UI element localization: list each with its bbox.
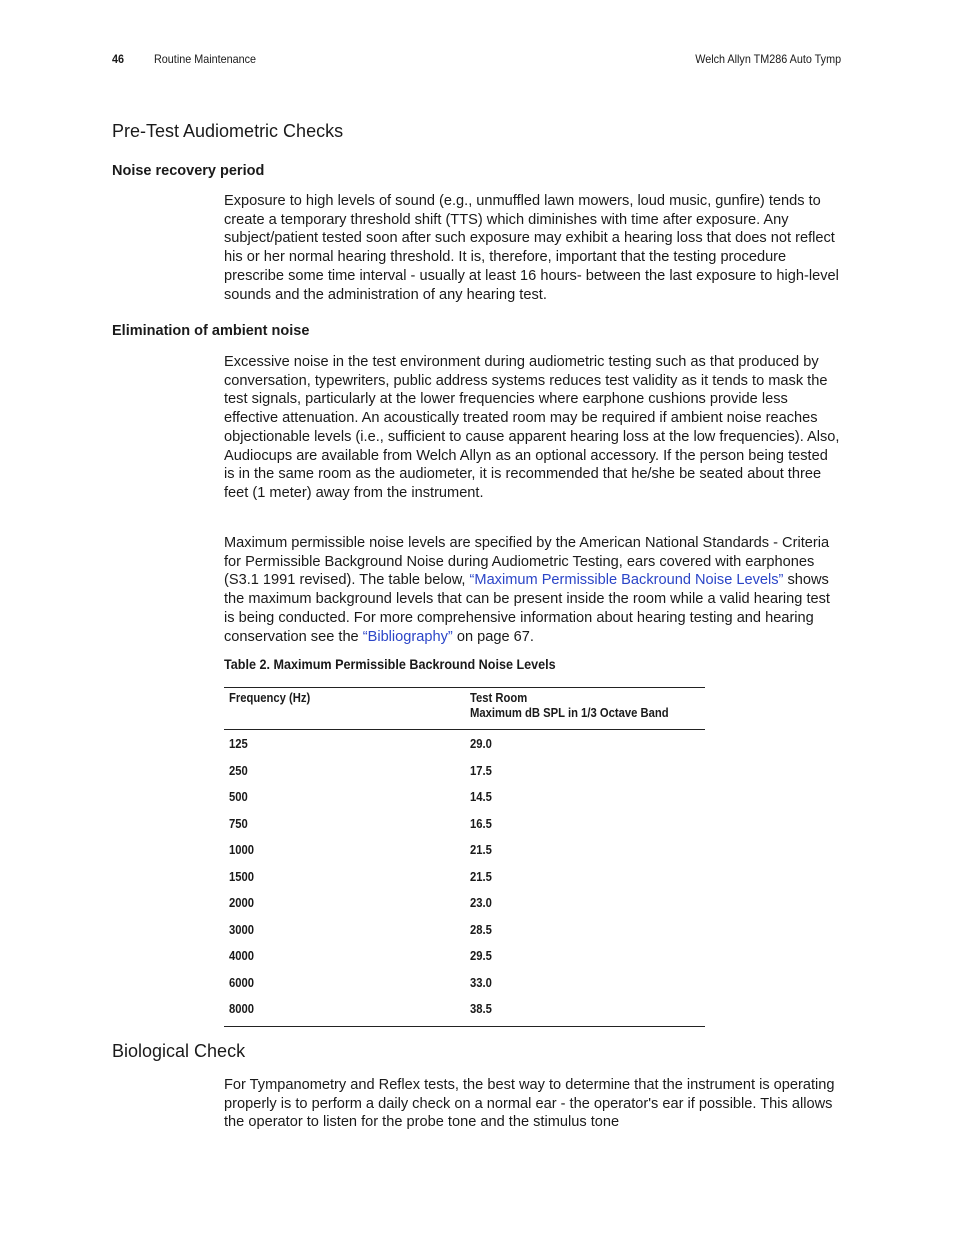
- cell-frequency: 2000: [229, 896, 255, 910]
- cell-max-db: 17.5: [470, 763, 492, 778]
- paragraph-permissible-levels: [224, 534, 842, 646]
- paragraph-ambient-noise: Excessive noise in the test environment during audiometric testing such as that produced by conversation, typewriters, public address systems reduces test validity as it tends to mask the test signals, particularly at the lower frequencies where earphone cushions provide less effective attenuation. An acoustically treated room may be required if ambient noise reaches objectionable levels (i.e., sufficient to cause apparent hearing loss at the low frequencies). Also, Audiocups are available from Welch Allyn as an optional accessory. If the person being tested is in the same room as the audiometer, it is recommended that he/she be seated about three feet (1 meter) away from the instrument.: [224, 354, 840, 501]
- table-row: [224, 760, 705, 787]
- cell-frequency: 8000: [229, 1002, 255, 1016]
- cell-max-db: 33.0: [470, 975, 492, 990]
- cell-frequency: 750: [229, 816, 248, 831]
- column-header-test-room-line1: Test Room: [470, 691, 528, 705]
- table-header: [224, 687, 705, 730]
- column-header-frequency: Frequency (Hz): [229, 691, 311, 705]
- noise-levels-table: [224, 687, 705, 1027]
- table-row: [224, 839, 705, 866]
- cell-max-db: 28.5: [470, 922, 492, 937]
- table-row: [224, 733, 705, 760]
- page-number: 46: [112, 52, 125, 66]
- cell-max-db: 16.5: [470, 816, 492, 831]
- section-title-pretest: Pre-Test Audiometric Checks: [112, 121, 344, 141]
- table-row: [224, 892, 705, 919]
- cell-max-db: 38.5: [470, 1002, 492, 1016]
- cell-frequency: 4000: [229, 949, 255, 963]
- cell-max-db: 23.0: [470, 896, 492, 910]
- cell-frequency: 250: [229, 763, 248, 778]
- column-header-test-room: [470, 691, 669, 721]
- running-document-title: Welch Allyn TM286 Auto Tymp: [695, 52, 841, 66]
- subheading-ambient-noise: Elimination of ambient noise: [112, 323, 310, 339]
- cell-max-db: 21.5: [470, 869, 492, 884]
- column-header-test-room-line2: Maximum dB SPL in 1/3 Octave Band: [470, 706, 669, 720]
- table-bottom-rule: [224, 1026, 705, 1027]
- cell-frequency: 125: [229, 737, 248, 751]
- link-noise-levels-table[interactable]: “Maximum Permissible Backround Noise Levels”: [469, 572, 784, 589]
- paragraph-biological-check: For Tympanometry and Reflex tests, the best way to determine that the instrument is operating properly is to perform a daily check on a normal ear - the operator's ear if possible. This allows the operator to listen for the probe tone and the stimulus tone: [224, 1077, 835, 1131]
- table-row: [224, 786, 705, 813]
- paragraph-text-c: on page 67.: [452, 628, 534, 645]
- cell-max-db: 29.0: [470, 737, 492, 751]
- cell-max-db: 29.5: [470, 949, 492, 963]
- table-row: [224, 866, 705, 893]
- table-row: [224, 945, 705, 972]
- table-caption: Table 2. Maximum Permissible Backround Noise Levels: [224, 656, 556, 672]
- cell-max-db: 14.5: [470, 790, 492, 804]
- cell-frequency: 500: [229, 790, 248, 804]
- cell-frequency: 1000: [229, 843, 255, 857]
- link-bibliography[interactable]: “Bibliography”: [362, 628, 453, 645]
- cell-frequency: 6000: [229, 975, 255, 990]
- cell-max-db: 21.5: [470, 843, 492, 857]
- cell-frequency: 3000: [229, 922, 255, 937]
- table-row: [224, 998, 705, 1025]
- table-row: [224, 919, 705, 946]
- table-row: [224, 972, 705, 999]
- paragraph-text-b: shows the maximum background levels that can be present inside the room while a valid hearing test is being conducted. For more comprehensive information about hearing testing and hearing conservation see the: [224, 572, 830, 645]
- paragraph-noise-recovery: Exposure to high levels of sound (e.g., unmuffled lawn mowers, loud music, gunfire) tends to create a temporary threshold shift (TTS) which diminishes with time after exposure. Any subject/patient tested soon after such exposure may exhibit a hearing loss that does not reflect his or her normal hearing threshold. It is, therefore, important that the testing procedure prescribe some time interval - usually at least 16 hours- between the last exposure to high-level sounds and the administration of any hearing test.: [224, 193, 839, 303]
- section-title-biological-check: Biological Check: [112, 1041, 246, 1061]
- running-section-title: Routine Maintenance: [154, 52, 257, 66]
- table-row: [224, 813, 705, 840]
- paragraph-text-a: Maximum permissible noise levels are specified by the American National Standards - Criteria for Permissible Background Noise during Audiometric Testing, ears covered with earphones (S3.1 1991 revised). The table below,: [224, 535, 830, 589]
- subheading-noise-recovery: Noise recovery period: [112, 163, 265, 179]
- cell-frequency: 1500: [229, 869, 255, 884]
